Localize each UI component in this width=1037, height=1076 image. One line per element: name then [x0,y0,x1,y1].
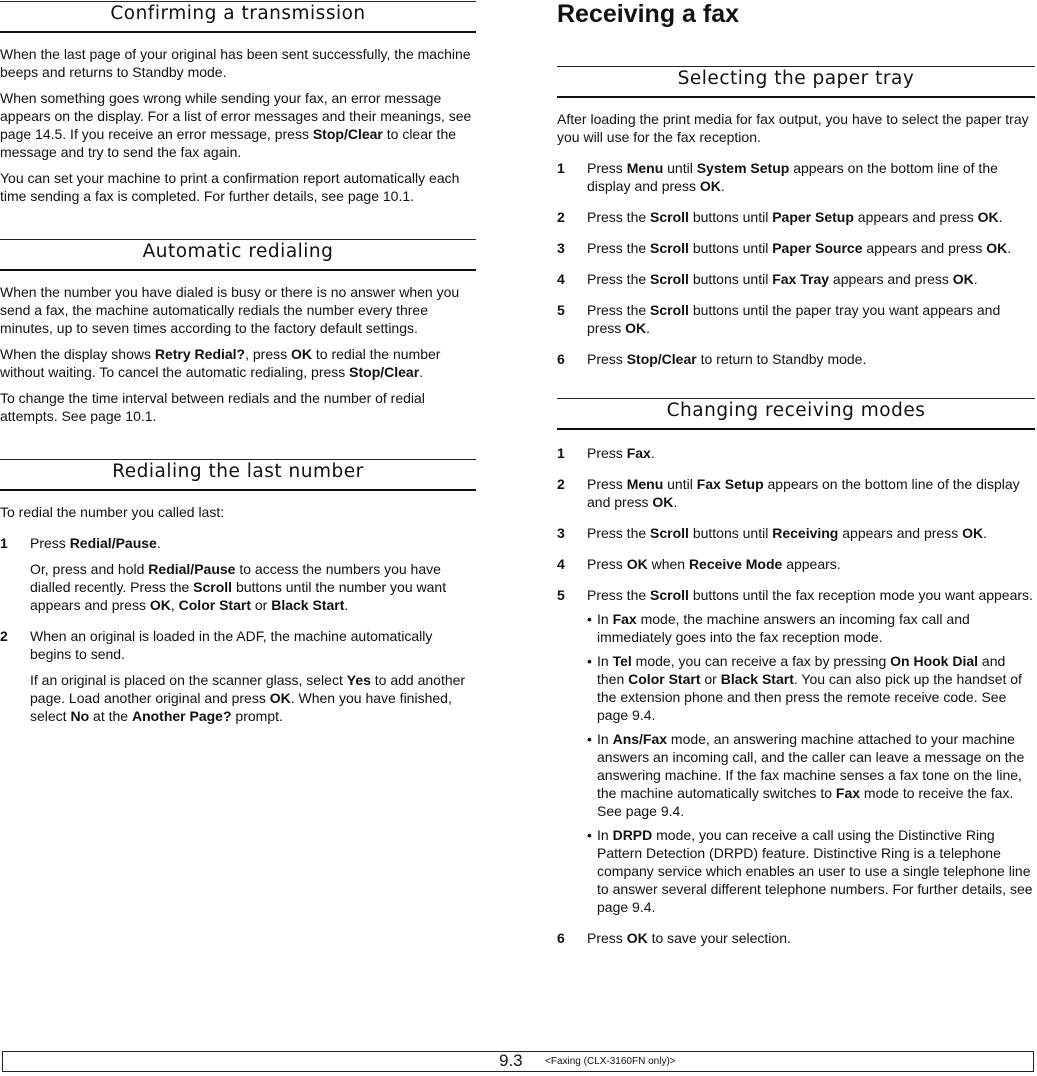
paragraph: To change the time interval between redials and the number of redial attempts. See page 10.1. [0,390,425,424]
list-item: 1 Press Redial/Pause. Or, press and hold Redial/Pause to access the numbers you have dialled recently. Press the Scroll buttons until the number you want appears and press OK, Color Start or Black Start. [0,534,476,614]
step-number: 1 [557,160,565,176]
bullet-icon: • [587,827,592,843]
list-item: 2 Press the Scroll buttons until Paper Setup appears and press OK. [557,209,1003,225]
list-item: • In Tel mode, you can receive a fax by pressing On Hook Dial and then Color Start or Black Start. You can also pick up the handset of the extension phone and then press the remote receive code. See page 9.4. [587,653,1022,723]
page-number: 9.3 [499,1051,523,1070]
step-number: 5 [557,587,565,603]
step-number: 4 [557,271,565,287]
paragraph: When the number you have dialed is busy or there is no answer when you send a fax, the machine automatically redials the number every three minutes, up to seven times according to the factory default settings. [0,284,460,336]
step-number: 1 [557,445,565,461]
right-column [557,0,1035,960]
rule [0,31,476,33]
bullet-icon: • [587,653,592,669]
paragraph: You can set your machine to print a confirmation report automatically each time sending a fax is completed. For further details, see page 10.1. [0,170,460,204]
step-number: 2 [557,209,565,225]
page-title: Receiving a fax [557,0,740,28]
step-number: 6 [557,351,565,367]
step-number: 3 [557,525,565,541]
paragraph: When the display shows Retry Redial?, press OK to redial the number without waiting. To cancel the automatic redialing, press Stop/Clear. [0,346,441,380]
rule [557,66,1035,67]
list-item: 1 Press Fax. [557,445,655,461]
list-item: 6 Press Stop/Clear to return to Standby mode. [557,351,867,367]
rule [557,428,1035,430]
section-heading-confirming [0,1,476,33]
section-title: Redialing the last number [112,461,364,482]
rule [557,96,1035,98]
section-title: Automatic redialing [142,241,334,262]
step-number: 2 [557,476,565,492]
section-heading-receiving-modes [557,398,1035,430]
page-footer [2,1051,1034,1072]
rule [0,269,476,271]
list-item: 3 Press the Scroll buttons until Paper Source appears and press OK. [557,240,1012,256]
list-item: 3 Press the Scroll buttons until Receiving appears and press OK. [557,525,987,541]
rule [0,239,476,240]
rule [0,459,476,460]
tray-steps [557,159,1035,368]
list-item: 1 Press Menu until System Setup appears on the bottom line of the display and press OK. [557,160,998,194]
step-number: 1 [0,535,8,551]
mode-bullets [587,610,1035,916]
step-note: If an original is placed on the scanner glass, select Yes to add another page. Load another original and press OK. When you have finished, select No at the Another Page? prompt. [30,672,466,724]
step-note: Or, press and hold Redial/Pause to access the numbers you have dialled recently. Press the Scroll buttons until the number you want appears and press OK, Color Start or Black Start. [30,561,447,613]
list-item: 5 Press the Scroll buttons until the paper tray you want appears and press OK. [557,302,1001,336]
section-title: Confirming a transmission [110,3,366,24]
list-item: • In DRPD mode, you can receive a call using the Distinctive Ring Pattern Detection (DRPD) feature. Distinctive Ring is a telephone company service which enables an user to use a single telephone line to answer several different telephone numbers. For further details, see page 9.4. [587,827,1033,915]
step-number: 2 [0,628,8,644]
rule [557,398,1035,399]
section-heading-paper-tray [557,66,1035,98]
section-heading-last-number [0,459,476,491]
list-item: • In Fax mode, the machine answers an incoming fax call and immediately goes into the fax reception mode. [587,611,970,645]
section-heading-redialing [0,239,476,271]
rule [0,489,476,491]
step-number: 3 [557,240,565,256]
rule [0,1,476,2]
bullet-icon: • [587,731,592,747]
mode-steps [557,444,1035,947]
list-item: • In Ans/Fax mode, an answering machine attached to your machine answers an incoming call, and the caller can leave a message on the answering machine. If the fax machine senses a fax tone on the line, the machine automatically switches to Fax mode to receive the fax. See page 9.4. [587,731,1025,819]
paragraph: After loading the print media for fax output, you have to select the paper tray you will use for the fax reception. [557,111,1029,145]
section-title: Selecting the paper tray [677,68,915,89]
section-title: Changing receiving modes [666,400,926,421]
list-item: 2 When an original is loaded in the ADF, the machine automatically begins to send. If an original is placed on the scanner glass, select Yes to add another page. Load another original and press OK. When you have finished, select No at the Another Page? prompt. [0,627,476,725]
list-item: 6 Press OK to save your selection. [557,930,791,946]
bullet-icon: • [587,611,592,627]
step-number: 4 [557,556,565,572]
list-item: 2 Press Menu until Fax Setup appears on the bottom line of the display and press OK. [557,476,1020,510]
paragraph: When the last page of your original has been sent successfully, the machine beeps and returns to Standby mode. [0,46,471,80]
list-item: 4 Press OK when Receive Mode appears. [557,556,841,572]
left-column [0,0,476,738]
list-item: 4 Press the Scroll buttons until Fax Tray appears and press OK. [557,271,978,287]
step-number: 5 [557,302,565,318]
breadcrumb: <Faxing (CLX-3160FN only)> [545,1056,676,1067]
list-item: 5 Press the Scroll buttons until the fax reception mode you want appears. • In Fax mode, the machine answers an incoming fax call and immediately goes into the fax reception mode. • In Tel mode, you can receive a fax by pressing On Hook Dial and then Color Start or Black Start. You can also pick up the handset of the extension phone and then press the remote receive code. See page 9.4. • In Ans/Fax mode, an answering machine attached to your machine answers an incoming call, and the caller can leave a message on the answering machine. If the fax machine senses a fax tone on the line, the machine automatically switches to Fax mode to receive the fax. See page 9.4. • In DRPD mode, you can receive a call using the Distinctive Ring Pattern Detection (DRPD) feature. Distinctive Ring is a telephone company service which enables an user to use a single telephone line to answer several different telephone numbers. For further details, see page 9.4. [557,586,1035,916]
step-number: 6 [557,930,565,946]
paragraph: To redial the number you called last: [0,504,225,520]
paragraph: When something goes wrong while sending your fax, an error message appears on the display. For a list of error messages and their meanings, see page 14.5. If you receive an error message, press Stop/Clear to clear the message and try to send the fax again. [0,90,472,160]
redial-steps [0,534,476,725]
